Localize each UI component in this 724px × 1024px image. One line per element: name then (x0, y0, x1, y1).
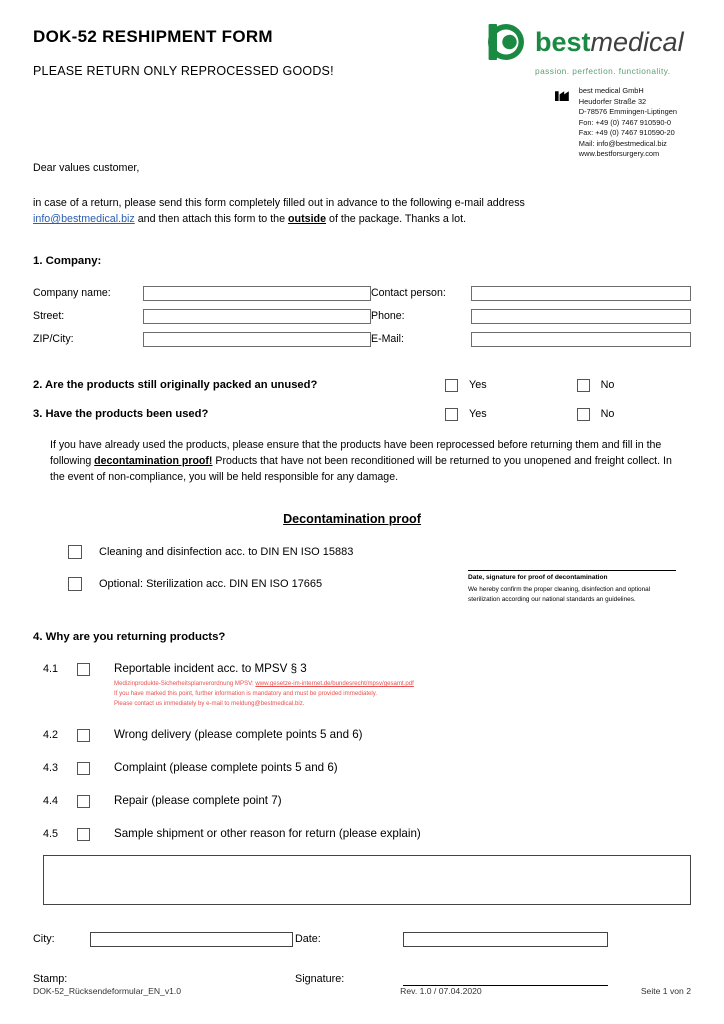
logo-wordmark (535, 26, 684, 57)
question-3-yes-option[interactable] (445, 408, 487, 421)
intro-line-2-end: of the package. Thanks a lot. (326, 213, 467, 226)
reason-4-1-mpsv-url[interactable]: www.gesetze-im-internet.de/bundesrecht/mpsv/gesamt.pdf (255, 680, 414, 688)
reason-label-4-2: Wrong delivery (please complete points 5 and 6) (114, 727, 363, 741)
checkbox-q3-yes[interactable] (445, 408, 458, 421)
reason-number-4-5: 4.5 (43, 827, 59, 840)
address-mail: Mail: info@bestmedical.biz (578, 138, 667, 148)
reason-row-4-5 (33, 827, 691, 841)
questions-section (33, 379, 691, 485)
intro-line-2 (33, 211, 691, 228)
title-block (33, 27, 334, 78)
input-contact-person[interactable] (471, 286, 691, 301)
reason-content-4-5 (114, 827, 421, 840)
address-company: best medical GmbH (578, 86, 644, 95)
reason-4-1-fine-line-3: Please contact us immediately by e-mail to meldung@bestmedical.biz. (114, 699, 305, 707)
page-title: DOK-52 RESHIPMENT FORM (33, 27, 273, 46)
label-q3-no: No (600, 408, 615, 421)
label-city: City: (33, 933, 55, 946)
input-company-name[interactable] (143, 286, 371, 301)
reason-row-4-4 (33, 794, 691, 808)
label-cleaning-disinfection: Cleaning and disinfection acc. to DIN EN ISO 15883 (99, 546, 354, 559)
logo-tagline: passion. perfection. functionality. (535, 66, 671, 76)
reason-4-1-fineprint (114, 679, 414, 709)
question-3-row (33, 408, 691, 421)
intro-emphasis-outside: outside (288, 213, 327, 226)
reason-number-4-1: 4.1 (43, 663, 59, 676)
decontamination-option-2[interactable] (68, 577, 468, 591)
address-phone: Fon: +49 (0) 7467 910590-0 (578, 117, 672, 127)
reason-label-4-4: Repair (please complete point 7) (114, 793, 282, 807)
decontamination-signature-fineprint: We hereby confirm the proper cleaning, disinfection and optional sterilization according our national standards an guidelines. (468, 586, 651, 603)
label-phone: Phone: (371, 310, 405, 323)
input-zip-city[interactable] (143, 332, 371, 347)
intro-email-link[interactable]: info@bestmedical.biz (33, 213, 135, 226)
address-lines (579, 86, 677, 160)
checkbox-q3-no[interactable] (577, 408, 590, 421)
input-phone[interactable] (471, 309, 691, 324)
checkbox-q2-yes[interactable] (445, 379, 458, 392)
input-date[interactable] (403, 932, 608, 947)
brand-logo (486, 22, 691, 76)
decontamination-signature-area (468, 570, 688, 604)
reason-label-4-3: Complaint (please complete points 5 and 6) (114, 760, 338, 774)
reason-number-4-4: 4.4 (43, 794, 59, 807)
reason-row-4-3 (33, 761, 691, 775)
reasons-section (33, 631, 691, 905)
checkbox-reason-4-5[interactable] (77, 828, 90, 841)
label-q2-yes: Yes (469, 379, 487, 392)
checkbox-reason-4-1[interactable] (77, 663, 90, 676)
question-3-text: 3. Have the products been used? (33, 408, 209, 421)
stamp-signature-row (33, 973, 691, 986)
company-heading: 1. Company: (33, 254, 102, 267)
question-2-no-option[interactable] (577, 379, 615, 392)
checkbox-reason-4-4[interactable] (77, 795, 90, 808)
input-email[interactable] (471, 332, 691, 347)
company-address-block (555, 86, 677, 160)
page-footer (33, 986, 691, 996)
reason-content-4-4 (114, 794, 282, 807)
questions-note: If you have already used the products, please ensure that the products have been reprocessed before returning them and fill in the following decontamination proof! Products that have not been reconditioned will be returned to you unopened and freight collect. In the event of non-compliance, you will be held responsible for any damage. (50, 438, 672, 483)
decontamination-title: Decontamination proof (283, 512, 421, 527)
checkbox-cleaning-disinfection[interactable] (68, 545, 82, 559)
input-city[interactable] (90, 932, 293, 947)
question-2-row (33, 379, 691, 392)
reason-4-1-mpsv-prefix: Medizinprodukte-Sicherheitsplanverordnung MPSV: (114, 680, 256, 688)
logo-row (486, 22, 691, 62)
decontamination-signature-caption: Date, signature for proof of decontamination (468, 574, 608, 582)
address-fax: Fax: +49 (0) 7467 910590-20 (578, 128, 675, 138)
footer-document-id: DOK-52_Rücksendeformular_EN_v1.0 (33, 986, 182, 996)
company-section (33, 255, 691, 347)
signature-line[interactable] (403, 973, 608, 986)
explanation-textarea[interactable] (43, 855, 691, 905)
signature-fields (33, 932, 691, 947)
reason-content-4-3 (114, 761, 338, 774)
label-q2-no: No (600, 379, 615, 392)
reason-row-4-2 (33, 728, 691, 742)
decontamination-section (33, 512, 691, 609)
address-street: Heudorfer Straße 32 (578, 96, 647, 106)
checkbox-sterilization[interactable] (68, 577, 82, 591)
label-q3-yes: Yes (469, 408, 487, 421)
decontamination-body (33, 545, 691, 609)
decontamination-options (33, 545, 468, 609)
label-email: E-Mail: (371, 333, 404, 346)
input-street[interactable] (143, 309, 371, 324)
label-contact-person: Contact person: (371, 287, 446, 300)
question-2-text: 2. Are the products still originally packed an unused? (33, 379, 318, 392)
page-subtitle: PLEASE RETURN ONLY REPROCESSED GOODS! (33, 64, 334, 78)
footer-page-number: Seite 1 von 2 (640, 986, 691, 996)
questions-note-emphasis: decontamination proof! (94, 454, 213, 467)
intro-text (33, 160, 691, 228)
label-company-name: Company name: (33, 287, 111, 300)
reason-4-1-fine-line-1 (114, 679, 414, 689)
logo-word-medical: medical (590, 26, 684, 57)
checkbox-reason-4-3[interactable] (77, 762, 90, 775)
question-3-no-option[interactable] (577, 408, 615, 421)
page-header (33, 0, 691, 159)
label-sterilization: Optional: Sterilization acc. DIN EN ISO 17665 (99, 578, 323, 591)
label-date: Date: (295, 933, 321, 946)
best-medical-logo-icon (486, 22, 526, 62)
address-web: www.bestforsurgery.com (578, 149, 660, 159)
footer-revision: Rev. 1.0 / 07.04.2020 (400, 986, 482, 996)
reason-number-4-3: 4.3 (43, 761, 59, 774)
question-2-yes-option[interactable] (445, 379, 487, 392)
label-street: Street: (33, 310, 65, 323)
intro-salutation: Dear values customer, (33, 162, 140, 174)
label-stamp: Stamp: (33, 973, 68, 986)
address-city: D-78576 Emmingen-Liptingen (578, 107, 677, 117)
company-fields-grid (33, 286, 691, 347)
label-zip-city: ZIP/City: (33, 333, 74, 346)
logo-word-best: best (535, 26, 591, 57)
decontamination-signature-line[interactable] (468, 570, 676, 571)
checkbox-q2-no[interactable] (577, 379, 590, 392)
intro-line-2-mid: and then attach this form to the (134, 213, 289, 226)
label-signature: Signature: (295, 973, 345, 986)
reason-content-4-1 (114, 662, 414, 709)
intro-line-1: in case of a return, please send this form completely filled out in advance to the following e-mail address (33, 196, 525, 209)
reason-label-4-1: Reportable incident acc. to MPSV § 3 (114, 662, 307, 676)
reason-row-4-1 (33, 662, 691, 709)
reasons-heading: 4. Why are you returning products? (33, 631, 226, 644)
decontamination-option-1[interactable] (68, 545, 468, 559)
reason-label-4-5: Sample shipment or other reason for return (please explain) (114, 826, 421, 840)
factory-icon (555, 88, 572, 101)
checkbox-reason-4-2[interactable] (77, 729, 90, 742)
reason-content-4-2 (114, 728, 363, 741)
reason-number-4-2: 4.2 (43, 728, 59, 741)
reason-4-1-fine-line-2: If you have marked this point, further information is mandatory and must be provided immediately. (114, 689, 378, 697)
